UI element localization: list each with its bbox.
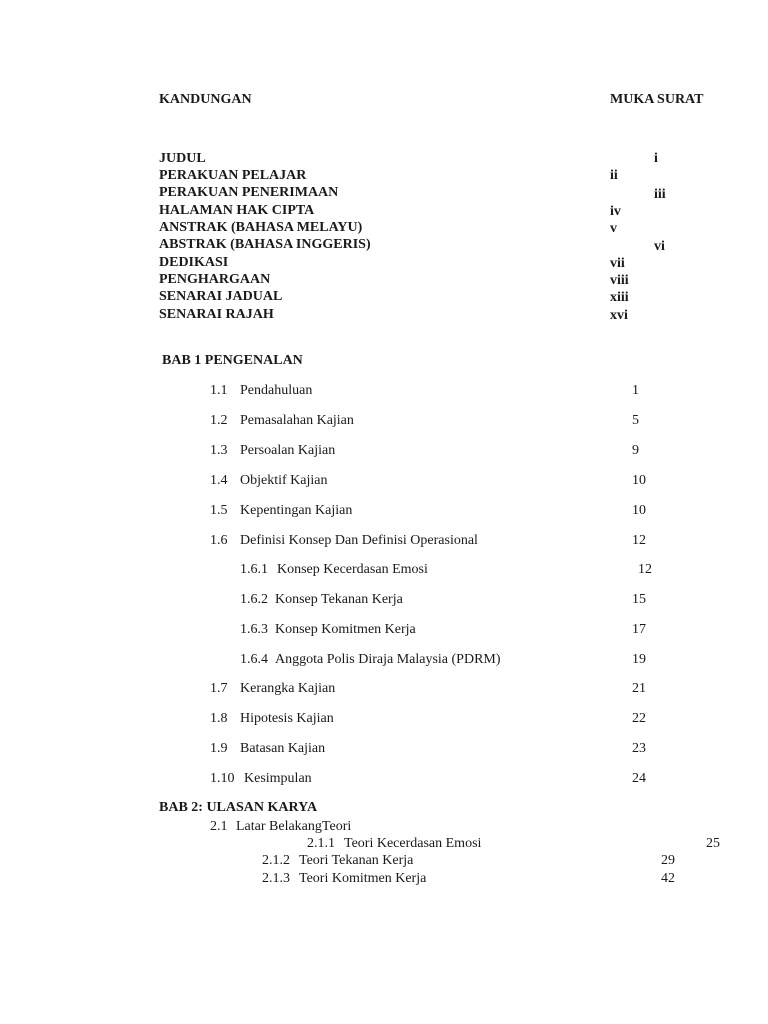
toc-entry-page: 29: [661, 853, 675, 868]
toc-entry-number: 1.6.1: [240, 562, 268, 577]
toc-entry-title: Teori Tekanan Kerja: [299, 853, 414, 868]
toc-entry-title: Teori Kecerdasan Emosi: [344, 836, 482, 851]
toc-entry-page: 17: [632, 622, 646, 637]
toc-entry-title: HALAMAN HAK CIPTA: [159, 203, 315, 218]
toc-entry-title: Objektif Kajian: [240, 473, 328, 488]
page-number-heading: MUKA SURAT: [610, 92, 704, 107]
toc-entry-number: 1.2: [210, 413, 228, 428]
toc-entry-page: 9: [632, 443, 639, 458]
toc-entry-page: 10: [632, 503, 646, 518]
toc-entry-page: 5: [632, 413, 639, 428]
toc-entry-title: SENARAI JADUAL: [159, 289, 283, 304]
toc-entry-number: 1.6: [210, 533, 228, 548]
toc-entry-page: 19: [632, 652, 646, 667]
toc-entry-page: ii: [610, 168, 618, 183]
toc-entry-page: i: [654, 151, 658, 166]
toc-entry-page: xiii: [610, 290, 629, 305]
toc-entry-number: 1.3: [210, 443, 228, 458]
chapter-heading: BAB 1 PENGENALAN: [162, 353, 303, 368]
toc-entry-page: xvi: [610, 308, 628, 323]
toc-entry-page: iii: [654, 187, 666, 202]
toc-entry-number: 1.6.4: [240, 652, 268, 667]
toc-entry-title: Pemasalahan Kajian: [240, 413, 354, 428]
toc-entry-title: Pendahuluan: [240, 383, 313, 398]
contents-heading: KANDUNGAN: [159, 92, 252, 107]
toc-entry-number: 1.6.2: [240, 592, 268, 607]
toc-entry-page: 15: [632, 592, 646, 607]
toc-entry-title: Latar BelakangTeori: [236, 819, 352, 834]
toc-entry-title: Kepentingan Kajian: [240, 503, 353, 518]
toc-entry-title: Batasan Kajian: [240, 741, 326, 756]
toc-entry-page: 21: [632, 681, 646, 696]
chapter-heading: BAB 2: ULASAN KARYA: [159, 800, 318, 815]
toc-entry-number: 1.9: [210, 741, 228, 756]
toc-entry-number: 1.7: [210, 681, 228, 696]
toc-entry-title: SENARAI RAJAH: [159, 307, 274, 322]
toc-entry-page: 10: [632, 473, 646, 488]
toc-entry-number: 2.1.2: [262, 853, 290, 868]
toc-entry-title: PERAKUAN PELAJAR: [159, 168, 307, 183]
toc-entry-number: 2.1.1: [307, 836, 335, 851]
toc-entry-page: viii: [610, 273, 629, 288]
toc-entry-title: JUDUL: [159, 151, 206, 166]
toc-entry-page: iv: [610, 204, 621, 219]
toc-entry-title: Konsep Tekanan Kerja: [275, 592, 403, 607]
toc-entry-number: 1.8: [210, 711, 228, 726]
toc-entry-number: 1.1: [210, 383, 228, 398]
toc-entry-page: 24: [632, 771, 646, 786]
toc-entry-title: Kesimpulan: [244, 771, 312, 786]
toc-entry-number: 1.5: [210, 503, 228, 518]
toc-entry-title: PENGHARGAAN: [159, 272, 271, 287]
toc-entry-number: 1.10: [210, 771, 235, 786]
toc-entry-title: Anggota Polis Diraja Malaysia (PDRM): [275, 652, 501, 667]
toc-entry-title: Hipotesis Kajian: [240, 711, 334, 726]
toc-entry-title: DEDIKASI: [159, 255, 229, 270]
toc-entry-title: ABSTRAK (BAHASA INGGERIS): [159, 237, 371, 252]
toc-entry-page: 12: [638, 562, 652, 577]
toc-entry-title: ANSTRAK (BAHASA MELAYU): [159, 220, 363, 235]
toc-entry-title: Persoalan Kajian: [240, 443, 336, 458]
toc-entry-title: Konsep Kecerdasan Emosi: [277, 562, 428, 577]
toc-entry-number: 1.4: [210, 473, 228, 488]
toc-entry-page: 25: [706, 836, 720, 851]
toc-entry-title: Konsep Komitmen Kerja: [275, 622, 416, 637]
toc-entry-page: 23: [632, 741, 646, 756]
toc-entry-page: 1: [632, 383, 639, 398]
toc-entry-page: 22: [632, 711, 646, 726]
toc-entry-title: Teori Komitmen Kerja: [299, 871, 427, 886]
toc-entry-page: 42: [661, 871, 675, 886]
toc-entry-title: PERAKUAN PENERIMAAN: [159, 185, 339, 200]
toc-entry-page: v: [610, 221, 617, 236]
toc-entry-page: 12: [632, 533, 646, 548]
toc-entry-page: vii: [610, 256, 625, 271]
toc-entry-number: 2.1: [210, 819, 228, 834]
toc-entry-page: vi: [654, 239, 665, 254]
toc-entry-title: Definisi Konsep Dan Definisi Operasional: [240, 533, 478, 548]
toc-entry-title: Kerangka Kajian: [240, 681, 336, 696]
toc-entry-number: 2.1.3: [262, 871, 290, 886]
toc-entry-number: 1.6.3: [240, 622, 268, 637]
